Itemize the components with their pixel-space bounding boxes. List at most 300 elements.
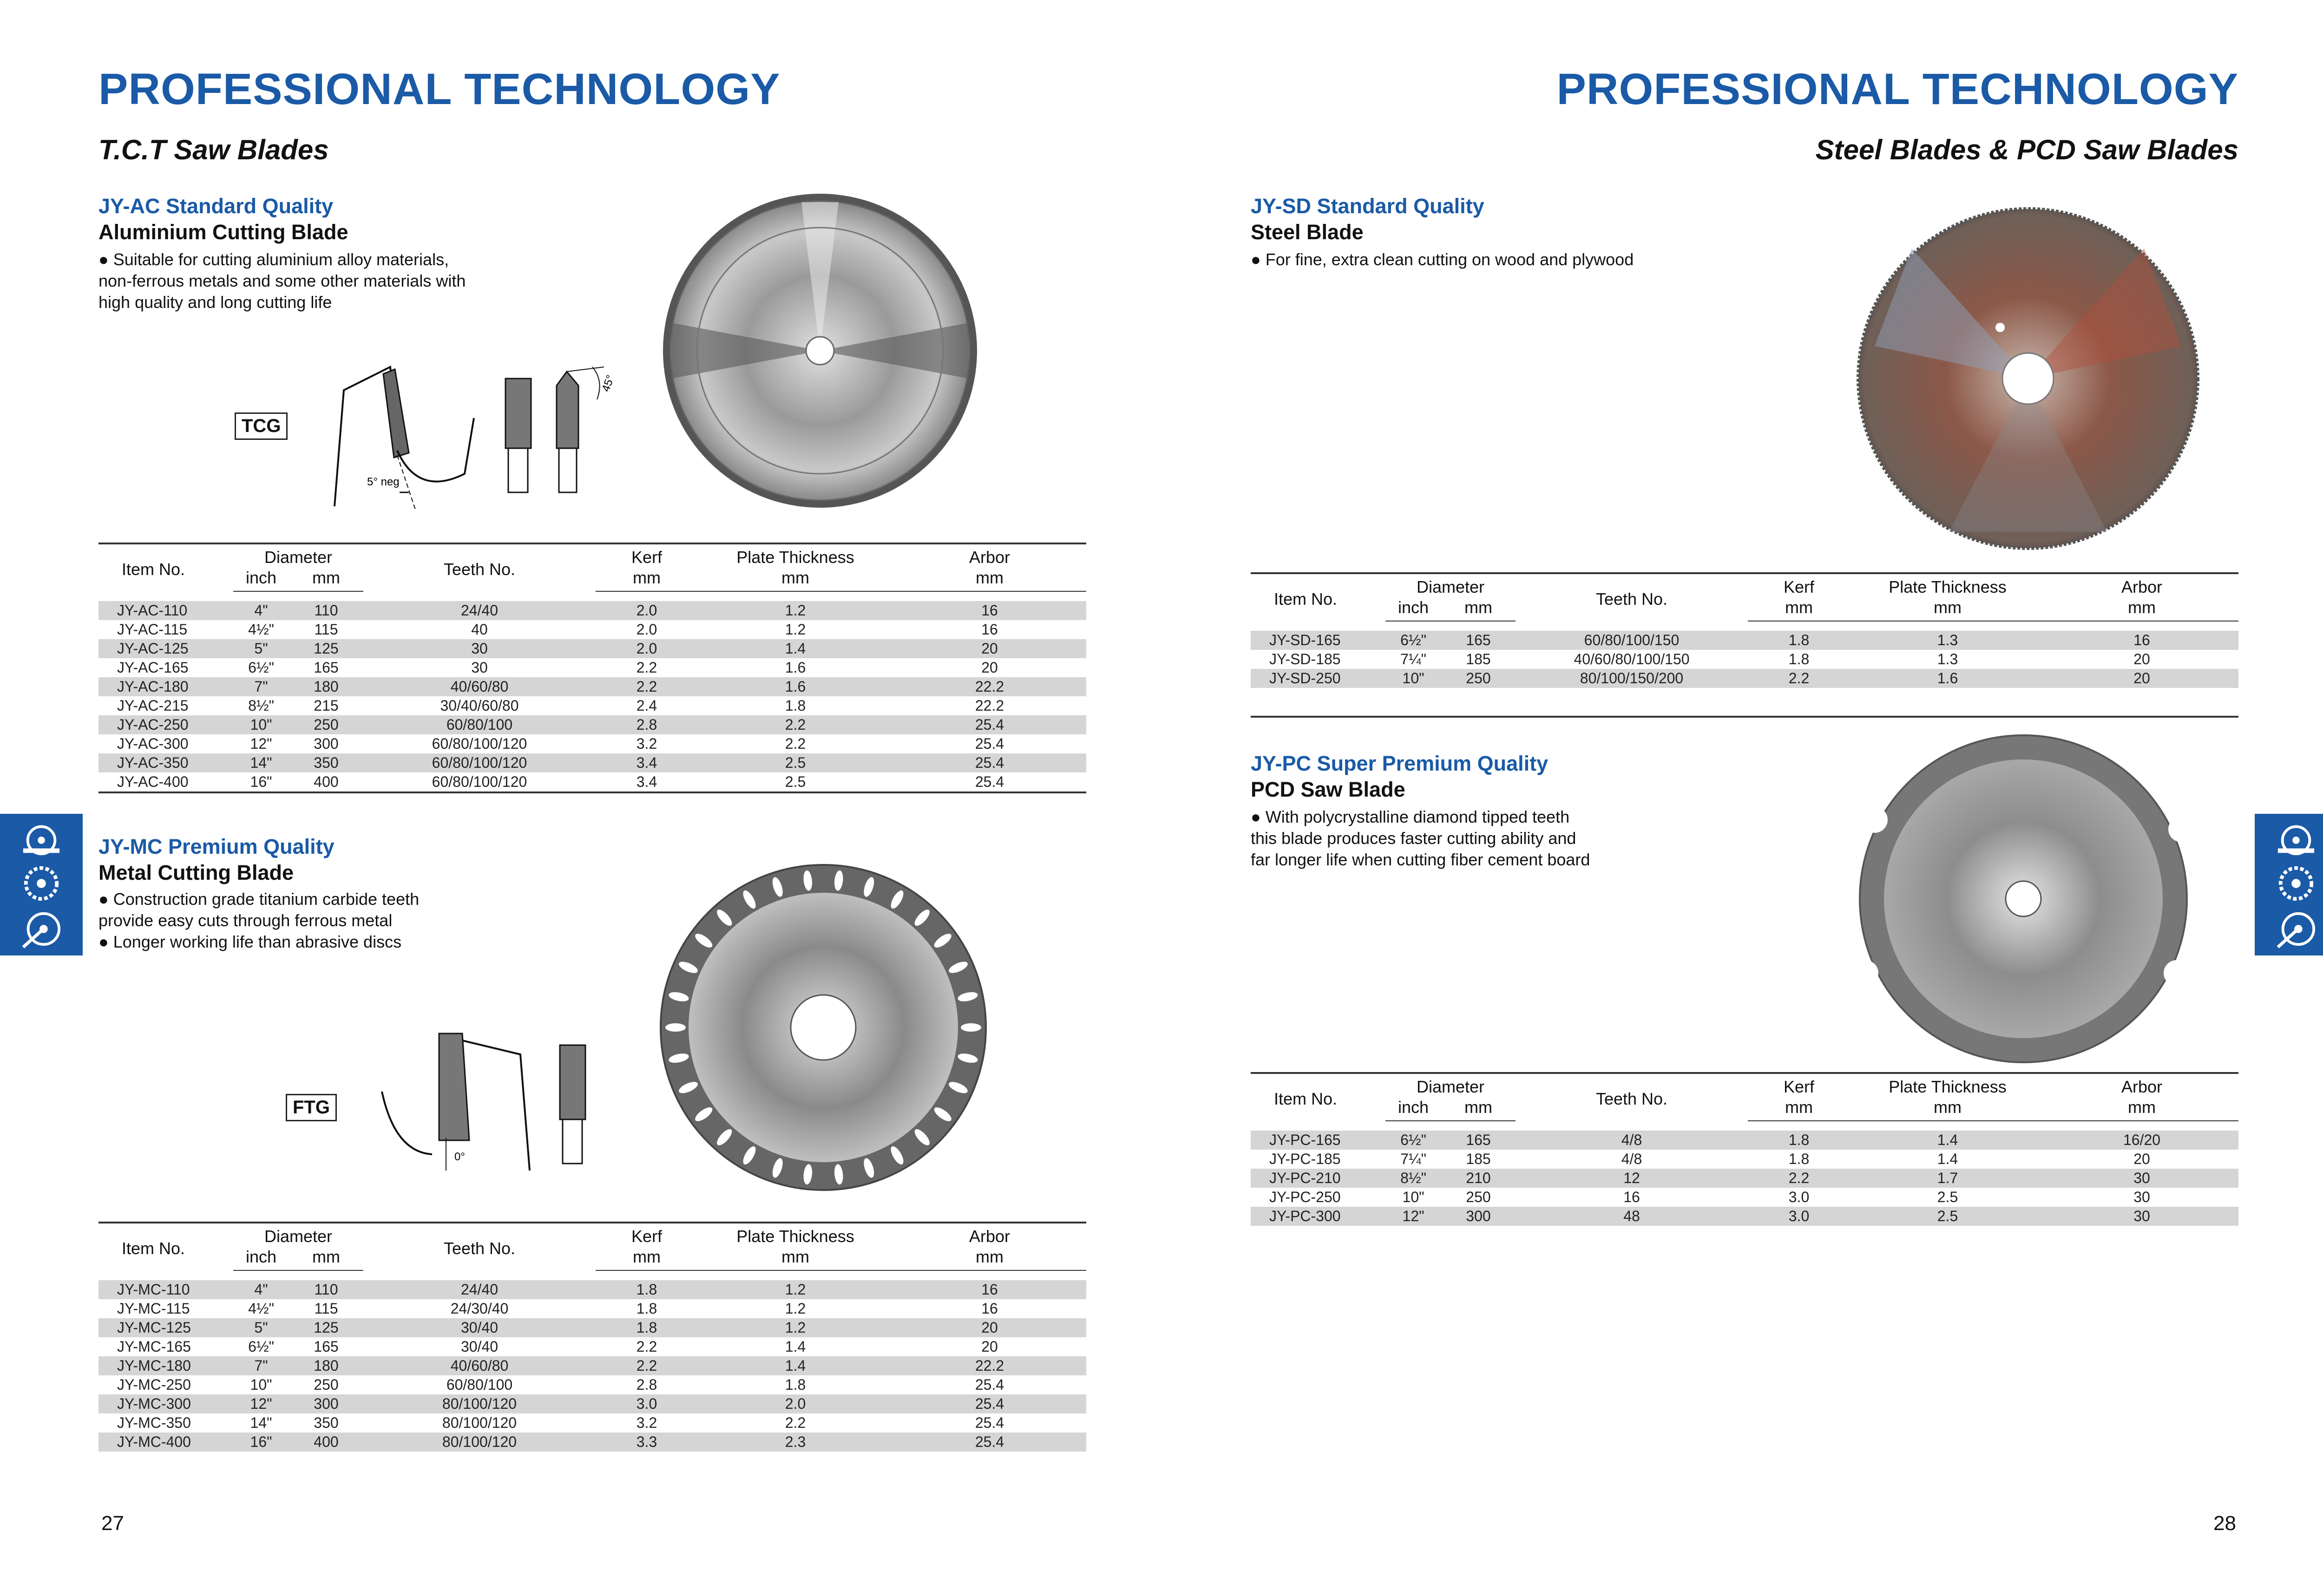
col-plate-unit: mm [698, 568, 893, 591]
col-mm: mm [1441, 1097, 1516, 1121]
cell-plate: 2.0 [698, 1394, 893, 1413]
left-page-number: 27 [101, 1512, 124, 1535]
cell-arbor: 30 [2045, 1207, 2238, 1226]
cell-arbor: 25.4 [893, 772, 1086, 792]
cell-teeth: 24/40 [363, 601, 596, 620]
table-row [98, 1356, 1086, 1375]
col-arbor-unit: mm [893, 1247, 1086, 1270]
cell-kerf: 2.2 [596, 658, 698, 677]
cell-plate: 2.3 [698, 1432, 893, 1452]
col-item: Item No. [98, 1223, 233, 1270]
cell-kerf: 2.8 [596, 1375, 698, 1394]
col-teeth: Teeth No. [363, 1223, 596, 1270]
cell-teeth: 80/100/120 [363, 1413, 596, 1432]
cell-kerf: 3.0 [596, 1394, 698, 1413]
right-side-tab [2255, 814, 2323, 955]
cell-mm: 165 [289, 658, 363, 677]
cell-inch: 5" [233, 1318, 289, 1337]
cell-kerf: 1.8 [1748, 650, 1850, 669]
cell-item: JY-MC-400 [98, 1432, 233, 1452]
cell-plate: 1.4 [698, 639, 893, 658]
cell-teeth: 40/60/80/100/150 [1516, 650, 1748, 669]
cell-item: JY-PC-250 [1251, 1188, 1385, 1207]
mc-description [98, 889, 419, 953]
cell-arbor: 20 [2045, 1150, 2238, 1169]
pc-spec-table [1251, 1072, 2238, 1226]
col-diameter: Diameter [1385, 1073, 1516, 1097]
col-inch: inch [1385, 597, 1441, 621]
cell-inch: 10" [233, 1375, 289, 1394]
cell-arbor: 22.2 [893, 696, 1086, 715]
table-row [1251, 1150, 2238, 1169]
cell-mm: 300 [289, 1394, 363, 1413]
table-row [98, 639, 1086, 658]
cell-plate: 2.2 [698, 1413, 893, 1432]
sd-description [1251, 249, 1634, 270]
ac-subtitle: Aluminium Cutting Blade [98, 220, 348, 244]
cell-plate: 1.2 [698, 1318, 893, 1337]
cell-kerf: 2.0 [596, 601, 698, 620]
cell-teeth: 80/100/120 [363, 1432, 596, 1452]
cell-mm: 115 [289, 1299, 363, 1318]
cell-kerf: 2.0 [596, 620, 698, 639]
cell-item: JY-MC-125 [98, 1318, 233, 1337]
col-plate-unit: mm [1850, 597, 2045, 621]
table-row [1251, 1131, 2238, 1150]
cell-item: JY-AC-110 [98, 601, 233, 620]
cell-item: JY-AC-400 [98, 772, 233, 792]
cell-mm: 165 [1441, 1131, 1516, 1150]
cell-kerf: 3.3 [596, 1432, 698, 1452]
cell-teeth: 24/30/40 [363, 1299, 596, 1318]
cutting-disc-icon [19, 909, 64, 949]
col-arbor: Arbor [2045, 573, 2238, 597]
cutting-disc-icon [2273, 909, 2319, 949]
table-row [98, 715, 1086, 734]
cell-arbor: 16 [893, 601, 1086, 620]
cell-inch: 6½" [233, 1337, 289, 1356]
cell-kerf: 2.4 [596, 696, 698, 715]
cell-arbor: 25.4 [893, 1375, 1086, 1394]
ftg-angle-label: 0° [454, 1151, 465, 1163]
cell-mm: 180 [289, 677, 363, 696]
cell-inch: 6½" [1385, 631, 1441, 650]
table-row [1251, 631, 2238, 650]
cell-kerf: 2.2 [596, 677, 698, 696]
cell-arbor: 25.4 [893, 734, 1086, 753]
table-row [98, 1318, 1086, 1337]
col-item: Item No. [1251, 1073, 1385, 1121]
cell-plate: 1.6 [698, 658, 893, 677]
left-page-subtitle: T.C.T Saw Blades [98, 134, 329, 165]
cell-arbor: 20 [2045, 669, 2238, 688]
cell-plate: 1.4 [698, 1356, 893, 1375]
cell-mm: 300 [1441, 1207, 1516, 1226]
cell-item: JY-MC-115 [98, 1299, 233, 1318]
cell-arbor: 16 [893, 620, 1086, 639]
cell-inch: 10" [233, 715, 289, 734]
col-plate: Plate Thickness [698, 543, 893, 568]
cell-inch: 12" [1385, 1207, 1441, 1226]
cell-teeth: 4/8 [1516, 1150, 1748, 1169]
cell-teeth: 40 [363, 620, 596, 639]
ac-desc-line: high quality and long cutting life [98, 293, 332, 312]
cell-teeth: 80/100/120 [363, 1394, 596, 1413]
ac-spec-table [98, 543, 1086, 793]
sd-spec-table [1251, 572, 2238, 718]
col-inch: inch [1385, 1097, 1441, 1121]
ac-desc-line: non-ferrous metals and some other materials with [98, 271, 466, 290]
cell-teeth: 30/40 [363, 1318, 596, 1337]
cell-teeth: 4/8 [1516, 1131, 1748, 1150]
cell-plate: 1.4 [1850, 1150, 2045, 1169]
cell-plate: 1.6 [1850, 669, 2045, 688]
cell-teeth: 60/80/100/120 [363, 772, 596, 792]
cell-item: JY-MC-110 [98, 1280, 233, 1299]
cell-item: JY-AC-125 [98, 639, 233, 658]
col-kerf-unit: mm [1748, 1097, 1850, 1121]
cell-item: JY-SD-250 [1251, 669, 1385, 688]
tcg-45-label: 45° [599, 373, 617, 394]
cell-item: JY-PC-210 [1251, 1169, 1385, 1188]
cell-kerf: 1.8 [1748, 1131, 1850, 1150]
cell-teeth: 60/80/100/120 [363, 753, 596, 772]
cell-arbor: 25.4 [893, 1432, 1086, 1452]
cell-arbor: 25.4 [893, 1394, 1086, 1413]
cell-inch: 12" [233, 734, 289, 753]
cell-plate: 2.5 [698, 772, 893, 792]
cell-arbor: 16 [893, 1280, 1086, 1299]
table-spacer [98, 591, 1086, 601]
mc-desc-line: ● Construction grade titanium carbide teeth [98, 890, 420, 909]
cell-plate: 2.2 [698, 734, 893, 753]
cell-mm: 250 [1441, 1188, 1516, 1207]
mc-subtitle: Metal Cutting Blade [98, 861, 294, 884]
cell-mm: 400 [289, 772, 363, 792]
pc-desc-line: this blade produces faster cutting ability and [1251, 829, 1576, 848]
cell-arbor: 25.4 [893, 753, 1086, 772]
cell-inch: 7" [233, 1356, 289, 1375]
col-arbor: Arbor [893, 1223, 1086, 1247]
table-row [1251, 650, 2238, 669]
right-page-subtitle: Steel Blades & PCD Saw Blades [1815, 134, 2238, 165]
cell-arbor: 25.4 [893, 715, 1086, 734]
cell-plate: 1.4 [698, 1337, 893, 1356]
cell-teeth: 60/80/100/150 [1516, 631, 1748, 650]
col-teeth: Teeth No. [1516, 573, 1748, 621]
col-arbor-unit: mm [2045, 1097, 2238, 1121]
col-inch: inch [233, 568, 289, 591]
cell-kerf: 1.8 [1748, 1150, 1850, 1169]
col-kerf: Kerf [1748, 1073, 1850, 1097]
col-arbor: Arbor [2045, 1073, 2238, 1097]
cell-item: JY-AC-180 [98, 677, 233, 696]
cell-arbor: 16 [893, 1299, 1086, 1318]
cell-mm: 350 [289, 753, 363, 772]
table-row [98, 677, 1086, 696]
sd-desc-line: ● For fine, extra clean cutting on wood and plywood [1251, 250, 1634, 269]
cell-arbor: 16 [2045, 631, 2238, 650]
pc-desc-line: ● With polycrystalline diamond tipped teeth [1251, 807, 1570, 826]
pc-title: JY-PC Super Premium Quality [1251, 752, 1549, 775]
table-row [1251, 1207, 2238, 1226]
cell-teeth: 24/40 [363, 1280, 596, 1299]
col-plate: Plate Thickness [1850, 1073, 2045, 1097]
cell-teeth: 60/80/100 [363, 715, 596, 734]
cell-mm: 125 [289, 639, 363, 658]
table-row [98, 1413, 1086, 1432]
col-diameter: Diameter [1385, 573, 1516, 597]
cell-kerf: 2.2 [1748, 669, 1850, 688]
col-plate-unit: mm [1850, 1097, 2045, 1121]
col-diameter: Diameter [233, 543, 363, 568]
left-page-title: PROFESSIONAL TECHNOLOGY [98, 65, 781, 114]
cell-teeth: 48 [1516, 1207, 1748, 1226]
right-page-title: PROFESSIONAL TECHNOLOGY [1556, 65, 2238, 114]
cell-teeth: 30 [363, 639, 596, 658]
table-row [98, 1394, 1086, 1413]
table-row [1251, 1169, 2238, 1188]
cell-inch: 7¼" [1385, 1150, 1441, 1169]
cell-item: JY-AC-250 [98, 715, 233, 734]
cell-mm: 250 [1441, 669, 1516, 688]
cell-plate: 2.2 [698, 715, 893, 734]
aluminium-blade-image [662, 193, 978, 509]
col-kerf: Kerf [596, 543, 698, 568]
col-plate: Plate Thickness [698, 1223, 893, 1247]
left-side-tab [0, 814, 83, 955]
cell-kerf: 3.2 [596, 1413, 698, 1432]
cell-arbor: 20 [2045, 650, 2238, 669]
cell-kerf: 1.8 [596, 1318, 698, 1337]
cell-inch: 10" [1385, 669, 1441, 688]
table-row [1251, 669, 2238, 688]
cell-inch: 8½" [233, 696, 289, 715]
cell-inch: 7" [233, 677, 289, 696]
col-plate: Plate Thickness [1850, 573, 2045, 597]
cell-arbor: 25.4 [893, 1413, 1086, 1432]
cell-plate: 1.7 [1850, 1169, 2045, 1188]
cell-inch: 14" [233, 1413, 289, 1432]
pc-desc-line: far longer life when cutting fiber cement board [1251, 850, 1590, 869]
cell-mm: 400 [289, 1432, 363, 1452]
table-row [98, 696, 1086, 715]
cell-arbor: 20 [893, 639, 1086, 658]
col-item: Item No. [98, 543, 233, 591]
cell-inch: 6½" [233, 658, 289, 677]
cell-inch: 7¼" [1385, 650, 1441, 669]
col-kerf-unit: mm [596, 568, 698, 591]
cell-plate: 1.4 [1850, 1131, 2045, 1150]
table-row [98, 1375, 1086, 1394]
blade-gullet [665, 1023, 686, 1032]
cell-mm: 210 [1441, 1169, 1516, 1188]
cell-inch: 10" [1385, 1188, 1441, 1207]
table-spacer [1251, 621, 2238, 631]
table-row [98, 1280, 1086, 1299]
cell-arbor: 30 [2045, 1188, 2238, 1207]
right-page-number: 28 [2213, 1512, 2236, 1535]
cell-item: JY-MC-250 [98, 1375, 233, 1394]
cell-mm: 350 [289, 1413, 363, 1432]
cell-item: JY-SD-185 [1251, 650, 1385, 669]
tcg-label: TCG [235, 412, 288, 440]
pc-description [1251, 806, 1590, 870]
cell-item: JY-MC-300 [98, 1394, 233, 1413]
table-row [98, 620, 1086, 639]
cell-kerf: 1.8 [596, 1299, 698, 1318]
cell-mm: 215 [289, 696, 363, 715]
cell-kerf: 2.2 [596, 1356, 698, 1375]
table-row [98, 1432, 1086, 1452]
mc-spec-table [98, 1222, 1086, 1452]
cell-arbor: 22.2 [893, 1356, 1086, 1375]
metal-blade-image [657, 862, 990, 1194]
cell-inch: 4" [233, 1280, 289, 1299]
cell-plate: 1.2 [698, 1280, 893, 1299]
cell-plate: 1.2 [698, 620, 893, 639]
cell-kerf: 1.8 [596, 1280, 698, 1299]
cell-item: JY-SD-165 [1251, 631, 1385, 650]
cell-teeth: 60/80/100 [363, 1375, 596, 1394]
cell-item: JY-AC-165 [98, 658, 233, 677]
cell-kerf: 2.2 [1748, 1169, 1850, 1188]
col-diameter: Diameter [233, 1223, 363, 1247]
cell-plate: 1.3 [1850, 650, 2045, 669]
cell-teeth: 30/40/60/80 [363, 696, 596, 715]
table-spacer [1251, 1121, 2238, 1131]
steel-blade-image [1856, 207, 2200, 550]
saw-blade-icon [19, 818, 64, 858]
cell-plate: 2.5 [1850, 1207, 2045, 1226]
table-row [98, 601, 1086, 620]
cell-mm: 115 [289, 620, 363, 639]
cell-kerf: 3.4 [596, 753, 698, 772]
cell-inch: 14" [233, 753, 289, 772]
cell-teeth: 40/60/80 [363, 677, 596, 696]
circular-saw-icon [2273, 863, 2319, 904]
circular-saw-icon [19, 863, 64, 904]
col-inch: inch [233, 1247, 289, 1270]
ac-description [98, 249, 466, 313]
cell-item: JY-AC-115 [98, 620, 233, 639]
mc-title: JY-MC Premium Quality [98, 835, 335, 858]
cell-kerf: 2.2 [596, 1337, 698, 1356]
sd-title: JY-SD Standard Quality [1251, 194, 1484, 218]
cell-item: JY-PC-165 [1251, 1131, 1385, 1150]
col-mm: mm [289, 1247, 363, 1270]
cell-mm: 185 [1441, 650, 1516, 669]
cell-mm: 250 [289, 1375, 363, 1394]
cell-arbor: 22.2 [893, 677, 1086, 696]
cell-plate: 1.8 [698, 696, 893, 715]
cell-kerf: 2.0 [596, 639, 698, 658]
cell-inch: 4" [233, 601, 289, 620]
cell-item: JY-PC-185 [1251, 1150, 1385, 1169]
cell-arbor: 20 [893, 1318, 1086, 1337]
cell-mm: 165 [1441, 631, 1516, 650]
col-kerf-unit: mm [596, 1247, 698, 1270]
saw-blade-icon [2273, 818, 2319, 858]
cell-kerf: 1.8 [1748, 631, 1850, 650]
cell-mm: 110 [289, 1280, 363, 1299]
table-row [98, 1337, 1086, 1356]
table-row [98, 753, 1086, 772]
col-kerf: Kerf [1748, 573, 1850, 597]
sd-subtitle: Steel Blade [1251, 220, 1364, 244]
cell-arbor: 30 [2045, 1169, 2238, 1188]
cell-teeth: 30 [363, 658, 596, 677]
mc-desc-line: ● Longer working life than abrasive discs [98, 932, 402, 951]
cell-kerf: 3.2 [596, 734, 698, 753]
cell-mm: 125 [289, 1318, 363, 1337]
cell-inch: 16" [233, 772, 289, 792]
pcd-blade-image [1856, 732, 2191, 1066]
cell-mm: 300 [289, 734, 363, 753]
col-kerf: Kerf [596, 1223, 698, 1247]
cell-mm: 110 [289, 601, 363, 620]
cell-mm: 165 [289, 1337, 363, 1356]
blade-gullet [961, 1023, 981, 1032]
cell-plate: 1.2 [698, 1299, 893, 1318]
cell-plate: 1.2 [698, 601, 893, 620]
tcg-tooth-diagram [325, 358, 646, 511]
cell-item: JY-PC-300 [1251, 1207, 1385, 1226]
cell-inch: 4½" [233, 1299, 289, 1318]
col-arbor-unit: mm [893, 568, 1086, 591]
cell-teeth: 30/40 [363, 1337, 596, 1356]
col-kerf-unit: mm [1748, 597, 1850, 621]
cell-kerf: 3.0 [1748, 1207, 1850, 1226]
col-plate-unit: mm [698, 1247, 893, 1270]
cell-teeth: 16 [1516, 1188, 1748, 1207]
col-arbor-unit: mm [2045, 597, 2238, 621]
ftg-tooth-diagram [376, 1031, 599, 1180]
cell-inch: 12" [233, 1394, 289, 1413]
cell-item: JY-AC-300 [98, 734, 233, 753]
mc-desc-line: provide easy cuts through ferrous metal [98, 911, 393, 930]
table-row [98, 658, 1086, 677]
ac-title: JY-AC Standard Quality [98, 194, 334, 218]
ftg-label: FTG [286, 1094, 337, 1121]
cell-inch: 16" [233, 1432, 289, 1452]
cell-inch: 6½" [1385, 1131, 1441, 1150]
table-row [98, 772, 1086, 792]
cell-plate: 1.3 [1850, 631, 2045, 650]
cell-arbor: 20 [893, 1337, 1086, 1356]
cell-mm: 185 [1441, 1150, 1516, 1169]
cell-teeth: 80/100/150/200 [1516, 669, 1748, 688]
cell-mm: 250 [289, 715, 363, 734]
col-teeth: Teeth No. [1516, 1073, 1748, 1121]
cell-plate: 1.8 [698, 1375, 893, 1394]
cell-item: JY-MC-180 [98, 1356, 233, 1375]
col-arbor: Arbor [893, 543, 1086, 568]
cell-kerf: 2.8 [596, 715, 698, 734]
cell-item: JY-MC-350 [98, 1413, 233, 1432]
cell-plate: 2.5 [1850, 1188, 2045, 1207]
cell-arbor: 16/20 [2045, 1131, 2238, 1150]
cell-inch: 4½" [233, 620, 289, 639]
cell-item: JY-AC-215 [98, 696, 233, 715]
cell-plate: 2.5 [698, 753, 893, 772]
col-item: Item No. [1251, 573, 1385, 621]
cell-mm: 180 [289, 1356, 363, 1375]
cell-teeth: 40/60/80 [363, 1356, 596, 1375]
table-spacer [98, 1270, 1086, 1280]
cell-plate: 1.6 [698, 677, 893, 696]
cell-teeth: 60/80/100/120 [363, 734, 596, 753]
